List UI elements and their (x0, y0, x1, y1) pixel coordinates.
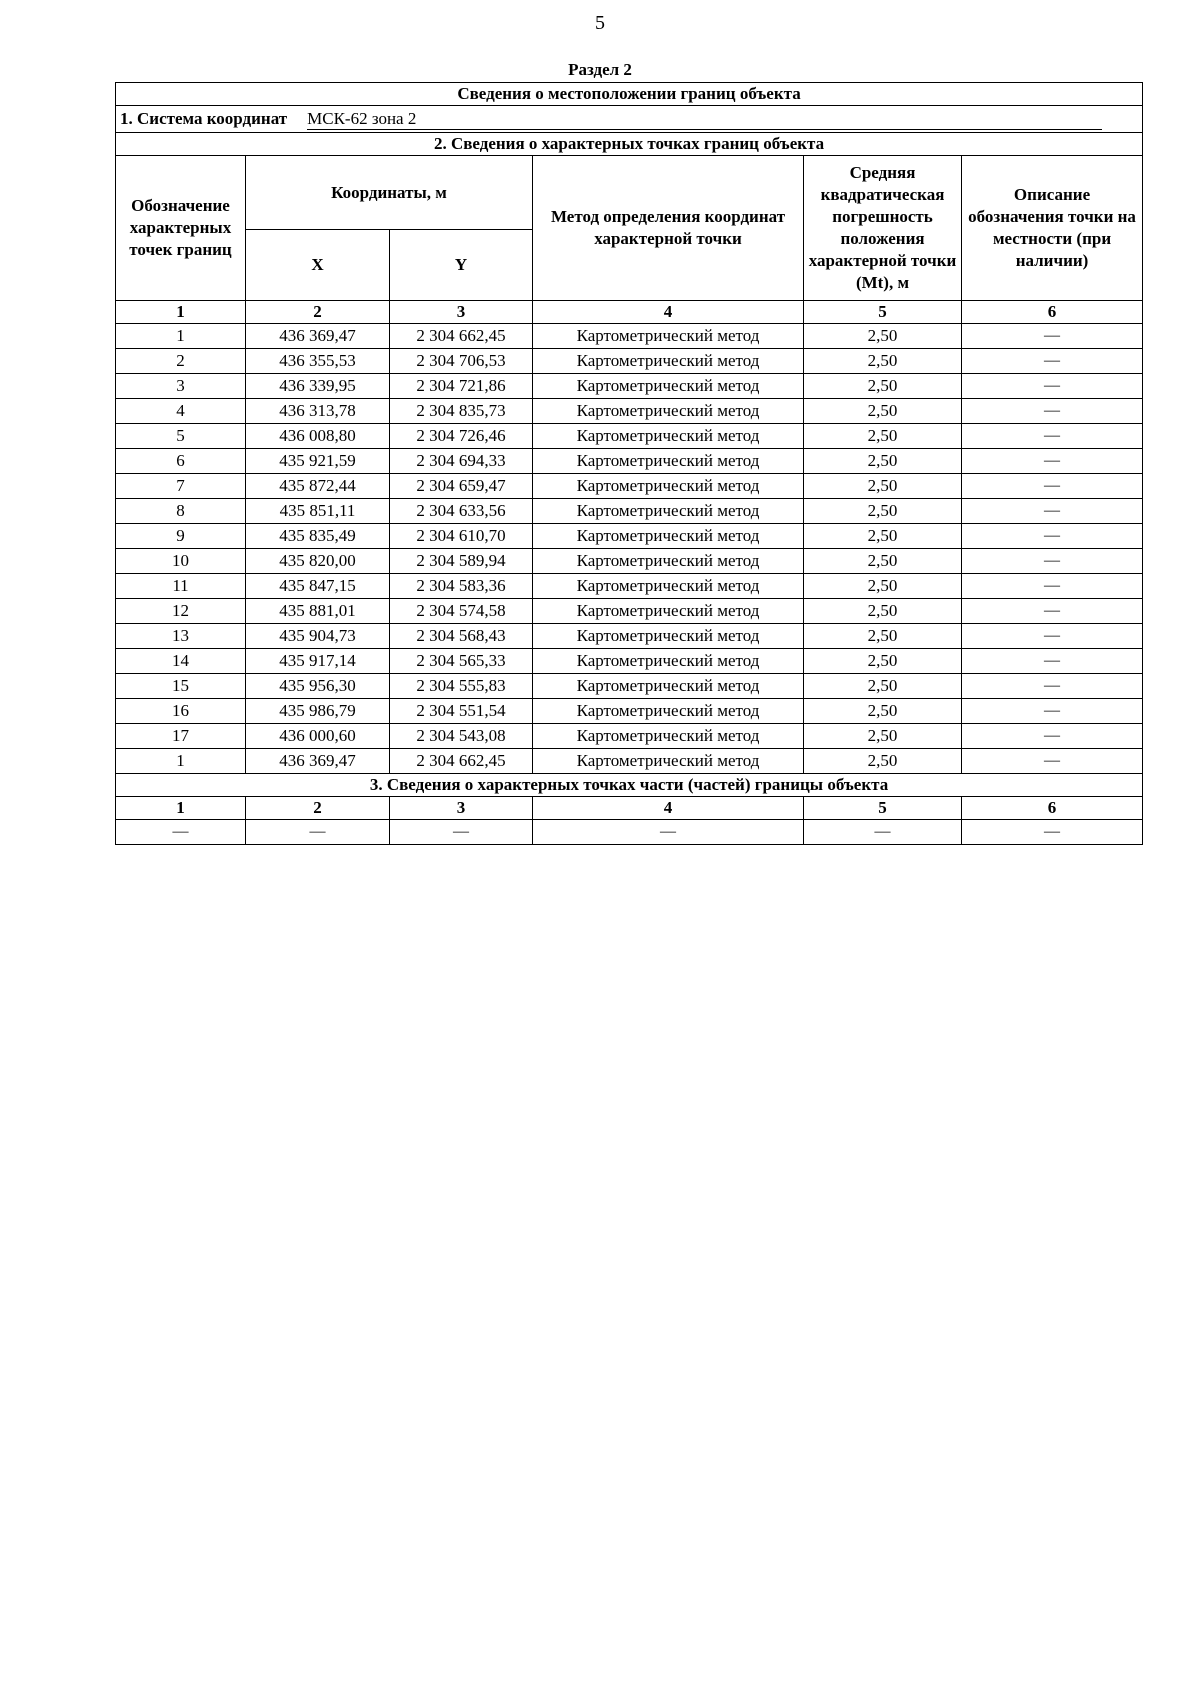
y-cell: 2 304 633,56 (390, 499, 533, 524)
coordinate-system-label: 1. Система координат (120, 108, 288, 128)
description-cell: — (962, 649, 1143, 674)
y-cell: 2 304 721,86 (390, 374, 533, 399)
y-cell: 2 304 543,08 (390, 724, 533, 749)
y-cell: 2 304 835,73 (390, 399, 533, 424)
point-cell: — (116, 820, 246, 845)
x-cell: 435 917,14 (246, 649, 390, 674)
header-point-designation: Обозначение характерных точек границ (116, 156, 246, 301)
table-row (116, 599, 1143, 624)
method-cell: Картометрический метод (533, 549, 804, 574)
mt-cell: 2,50 (804, 699, 962, 724)
point-cell: 8 (116, 499, 246, 524)
point-cell: 6 (116, 449, 246, 474)
point-cell: 14 (116, 649, 246, 674)
header-description: Описание обозначения точки на местности (при наличии) (962, 156, 1143, 301)
header-y: Y (390, 230, 533, 301)
description-cell: — (962, 549, 1143, 574)
x-cell: 435 835,49 (246, 524, 390, 549)
description-cell: — (962, 474, 1143, 499)
table-row (116, 324, 1143, 349)
table-row (116, 349, 1143, 374)
table-row (116, 374, 1143, 399)
description-cell: — (962, 399, 1143, 424)
y-cell: 2 304 694,33 (390, 449, 533, 474)
description-cell: — (962, 524, 1143, 549)
table-row (116, 624, 1143, 649)
method-cell: Картометрический метод (533, 499, 804, 524)
part-table-row (116, 820, 1143, 845)
subsection-2-title: 2. Сведения о характерных точках границ объекта (116, 133, 1143, 156)
y-cell: 2 304 555,83 (390, 674, 533, 699)
header-method: Метод определения координат характерной точки (533, 156, 804, 301)
x-cell: 436 339,95 (246, 374, 390, 399)
point-cell: 17 (116, 724, 246, 749)
column-number-row (116, 797, 1143, 820)
table-row (116, 724, 1143, 749)
table-row (116, 424, 1143, 449)
subsection-3-title: 3. Сведения о характерных точках части (частей) границы объекта (116, 774, 1143, 797)
description-cell: — (962, 349, 1143, 374)
y-cell: 2 304 610,70 (390, 524, 533, 549)
y-cell: 2 304 574,58 (390, 599, 533, 624)
description-cell: — (962, 374, 1143, 399)
method-cell: Картометрический метод (533, 449, 804, 474)
point-cell: 12 (116, 599, 246, 624)
y-cell: — (390, 820, 533, 845)
method-cell: Картометрический метод (533, 324, 804, 349)
x-cell: 435 872,44 (246, 474, 390, 499)
mt-cell: 2,50 (804, 749, 962, 774)
y-cell: 2 304 583,36 (390, 574, 533, 599)
y-cell: 2 304 589,94 (390, 549, 533, 574)
header-x: X (246, 230, 390, 301)
y-cell: 2 304 662,45 (390, 749, 533, 774)
x-cell: 435 956,30 (246, 674, 390, 699)
point-cell: 3 (116, 374, 246, 399)
mt-cell: 2,50 (804, 474, 962, 499)
x-cell: 436 000,60 (246, 724, 390, 749)
column-number: 3 (390, 301, 533, 324)
point-cell: 4 (116, 399, 246, 424)
x-cell: 435 921,59 (246, 449, 390, 474)
point-cell: 16 (116, 699, 246, 724)
method-cell: Картометрический метод (533, 724, 804, 749)
mt-cell: 2,50 (804, 374, 962, 399)
table-row (116, 699, 1143, 724)
description-cell: — (962, 324, 1143, 349)
mt-cell: 2,50 (804, 624, 962, 649)
x-cell: 435 851,11 (246, 499, 390, 524)
x-cell: 435 986,79 (246, 699, 390, 724)
table-row (116, 649, 1143, 674)
method-cell: Картометрический метод (533, 574, 804, 599)
table-title: Сведения о местоположении границ объекта (116, 83, 1143, 106)
column-number: 3 (390, 797, 533, 820)
x-cell: — (246, 820, 390, 845)
x-cell: 436 355,53 (246, 349, 390, 374)
description-cell: — (962, 499, 1143, 524)
point-cell: 7 (116, 474, 246, 499)
column-number: 5 (804, 797, 962, 820)
coordinate-system-value: МСК-62 зона 2 (307, 109, 1102, 130)
point-cell: 10 (116, 549, 246, 574)
description-cell: — (962, 599, 1143, 624)
mt-cell: 2,50 (804, 524, 962, 549)
mt-cell: 2,50 (804, 574, 962, 599)
column-number: 4 (533, 301, 804, 324)
method-cell: Картометрический метод (533, 649, 804, 674)
table-row (116, 549, 1143, 574)
method-cell: Картометрический метод (533, 674, 804, 699)
method-cell: Картометрический метод (533, 349, 804, 374)
column-number-row (116, 301, 1143, 324)
table-row (116, 474, 1143, 499)
point-cell: 11 (116, 574, 246, 599)
method-cell: Картометрический метод (533, 749, 804, 774)
column-number: 1 (116, 797, 246, 820)
point-cell: 1 (116, 749, 246, 774)
description-cell: — (962, 749, 1143, 774)
x-cell: 435 904,73 (246, 624, 390, 649)
point-cell: 1 (116, 324, 246, 349)
mt-cell: 2,50 (804, 649, 962, 674)
boundary-table (115, 82, 1143, 845)
point-cell: 15 (116, 674, 246, 699)
header-error: Средняя квадратическая погрешность положения характерной точки (Mt), м (804, 156, 962, 301)
column-number: 6 (962, 301, 1143, 324)
header-coordinates: Координаты, м (246, 156, 533, 230)
section-title: Раздел 2 (568, 60, 632, 79)
column-number: 6 (962, 797, 1143, 820)
coordinate-system-row (116, 106, 1143, 133)
description-cell: — (962, 674, 1143, 699)
mt-cell: 2,50 (804, 424, 962, 449)
point-cell: 13 (116, 624, 246, 649)
method-cell: Картометрический метод (533, 624, 804, 649)
y-cell: 2 304 568,43 (390, 624, 533, 649)
method-cell: — (533, 820, 804, 845)
table-row (116, 749, 1143, 774)
description-cell: — (962, 624, 1143, 649)
mt-cell: — (804, 820, 962, 845)
description-cell: — (962, 724, 1143, 749)
column-number: 1 (116, 301, 246, 324)
page-number: 5 (595, 12, 605, 34)
y-cell: 2 304 726,46 (390, 424, 533, 449)
method-cell: Картометрический метод (533, 524, 804, 549)
mt-cell: 2,50 (804, 399, 962, 424)
table-row (116, 524, 1143, 549)
y-cell: 2 304 659,47 (390, 474, 533, 499)
column-number: 2 (246, 797, 390, 820)
method-cell: Картометрический метод (533, 424, 804, 449)
description-cell: — (962, 424, 1143, 449)
method-cell: Картометрический метод (533, 399, 804, 424)
y-cell: 2 304 662,45 (390, 324, 533, 349)
mt-cell: 2,50 (804, 549, 962, 574)
table-row (116, 674, 1143, 699)
x-cell: 435 881,01 (246, 599, 390, 624)
table-row (116, 499, 1143, 524)
y-cell: 2 304 706,53 (390, 349, 533, 374)
method-cell: Картометрический метод (533, 699, 804, 724)
table-row (116, 574, 1143, 599)
mt-cell: 2,50 (804, 499, 962, 524)
point-cell: 9 (116, 524, 246, 549)
point-cell: 5 (116, 424, 246, 449)
x-cell: 435 847,15 (246, 574, 390, 599)
column-number: 4 (533, 797, 804, 820)
table-row (116, 399, 1143, 424)
method-cell: Картометрический метод (533, 599, 804, 624)
description-cell: — (962, 699, 1143, 724)
description-cell: — (962, 449, 1143, 474)
table-row (116, 449, 1143, 474)
mt-cell: 2,50 (804, 449, 962, 474)
mt-cell: 2,50 (804, 599, 962, 624)
column-number: 5 (804, 301, 962, 324)
x-cell: 436 313,78 (246, 399, 390, 424)
description-cell: — (962, 820, 1143, 845)
method-cell: Картометрический метод (533, 374, 804, 399)
x-cell: 436 369,47 (246, 749, 390, 774)
mt-cell: 2,50 (804, 724, 962, 749)
y-cell: 2 304 551,54 (390, 699, 533, 724)
y-cell: 2 304 565,33 (390, 649, 533, 674)
mt-cell: 2,50 (804, 324, 962, 349)
point-cell: 2 (116, 349, 246, 374)
description-cell: — (962, 574, 1143, 599)
column-number: 2 (246, 301, 390, 324)
mt-cell: 2,50 (804, 349, 962, 374)
mt-cell: 2,50 (804, 674, 962, 699)
x-cell: 436 008,80 (246, 424, 390, 449)
x-cell: 436 369,47 (246, 324, 390, 349)
x-cell: 435 820,00 (246, 549, 390, 574)
method-cell: Картометрический метод (533, 474, 804, 499)
